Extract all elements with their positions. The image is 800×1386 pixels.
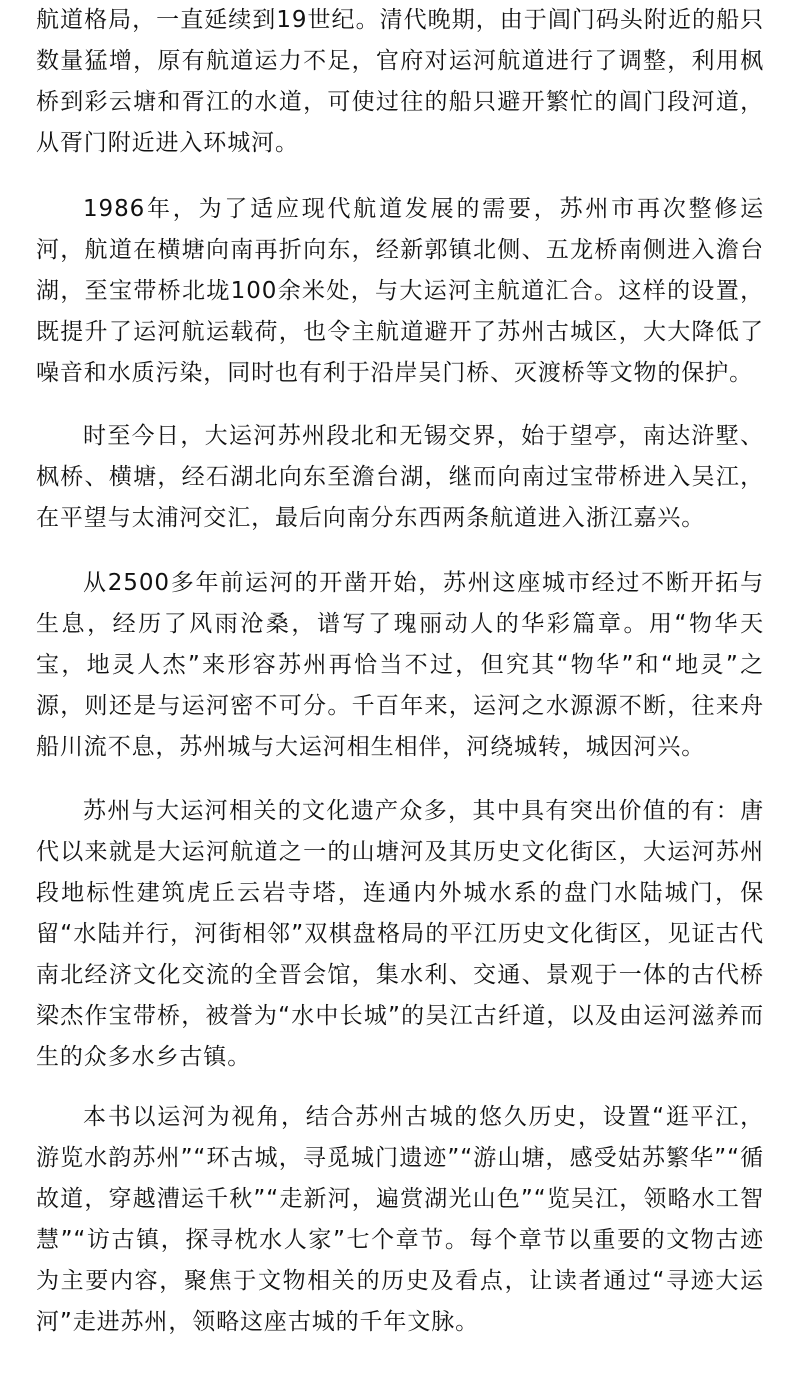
paragraph-2: 1986年，为了适应现代航道发展的需要，苏州市再次整修运河，航道在横塘向南再折向东，经新郭镇北侧、五龙桥南侧进入澹台湖，至宝带桥北垅100余米处，与大运河主航道汇合。这样的设置，既提升了运河航运载荷，也令主航道避开了苏州古城区，大大降低了噪音和水质污染，同时也有利于沿岸吴门桥、灭渡桥等文物的保护。 (36, 196, 764, 386)
paragraph-4: 从2500多年前运河的开凿开始，苏州这座城市经过不断开拓与生息，经历了风雨沧桑，谱写了瑰丽动人的华彩篇章。用“物华天宝，地灵人杰”来形容苏州再恰当不过，但究其“物华”和“地灵”之源，则还是与运河密不可分。千百年来，运河之水源源不断，往来舟船川流不息，苏州城与大运河相生相伴，河绕城转，城因河兴。 (36, 570, 764, 760)
paragraph-3: 时至今日，大运河苏州段北和无锡交界，始于望亭，南达浒墅、枫桥、横塘，经石湖北向东至澹台湖，继而向南过宝带桥进入吴江，在平望与太浦河交汇，最后向南分东西两条航道进入浙江嘉兴。 (36, 423, 764, 531)
paragraph-5: 苏州与大运河相关的文化遗产众多，其中具有突出价值的有：唐代以来就是大运河航道之一的山塘河及其历史文化街区，大运河苏州段地标性建筑虎丘云岩寺塔，连通内外城水系的盘门水陆城门，保留“水陆并行，河街相邻”双棋盘格局的平江历史文化街区，见证古代南北经济文化交流的全晋会馆，集水利、交通、景观于一体的古代桥梁杰作宝带桥，被誉为“水中长城”的吴江古纤道，以及由运河滋养而生的众多水乡古镇。 (36, 798, 764, 1070)
paragraph-6: 本书以运河为视角，结合苏州古城的悠久历史，设置“逛平江，游览水韵苏州”“环古城，寻觅城门遗迹”“游山塘，感受姑苏繁华”“循故道，穿越漕运千秋”“走新河，遍赏湖光山色”“览吴江，领略水工智慧”“访古镇，探寻枕水人家”七个章节。每个章节以重要的文物古迹为主要内容，聚焦于文物相关的历史及看点，让读者通过“寻迹大运河”走进苏州，领略这座古城的千年文脉。 (36, 1104, 764, 1335)
paragraph-1-continued: 航道格局，一直延续到19世纪。清代晚期，由于阊门码头附近的船只数量猛增，原有航道运力不足，官府对运河航道进行了调整，利用枫桥到彩云塘和胥江的水道，可使过往的船只避开繁忙的阊门段河道，从胥门附近进入环城河。 (36, 7, 764, 156)
